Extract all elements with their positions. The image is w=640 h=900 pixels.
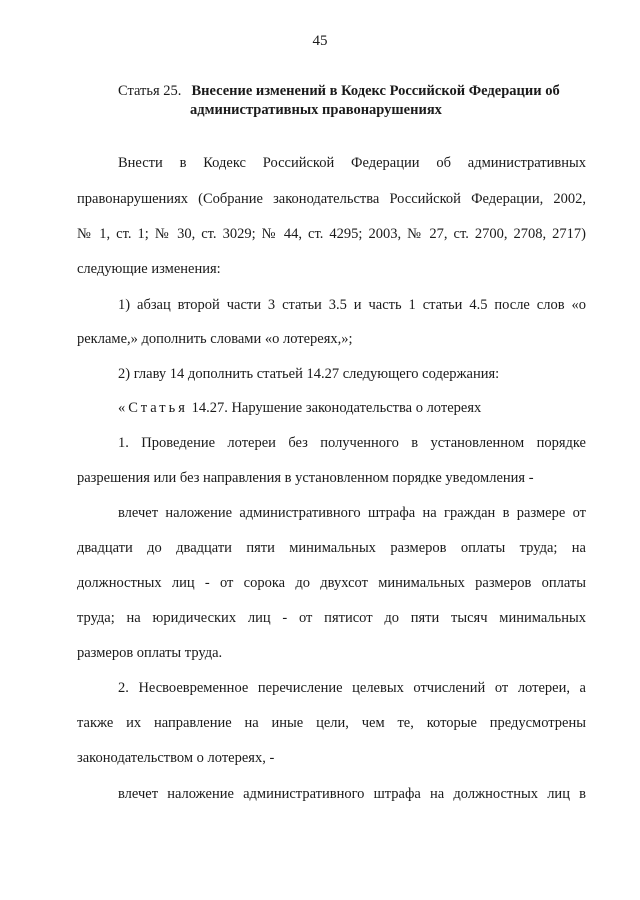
paragraph-line: также их направление на иные цели, чем те, которые предусмотрены: [77, 715, 586, 731]
article-1427-title: 14.27. Нарушение законодательства о лотереях: [191, 400, 482, 416]
paragraph-line: двадцати до двадцати пяти минимальных размеров оплаты труда; на: [77, 540, 586, 556]
paragraph-line: должностных лиц - от сорока до двухсот минимальных размеров оплаты: [77, 575, 586, 591]
paragraph-line: 1. Проведение лотереи без полученного в установленном порядке: [118, 435, 586, 451]
article-word: «Статья: [118, 400, 188, 416]
paragraph-line: разрешения или без направления в установленном порядке уведомления -: [77, 470, 534, 486]
paragraph-line: № 1, ст. 1; № 30, ст. 3029; № 44, ст. 4295; 2003, № 27, ст. 2700, 2708, 2717): [77, 226, 586, 242]
article-heading: [118, 82, 598, 120]
paragraph-line: правонарушениях (Собрание законодательства Российской Федерации, 2002,: [77, 191, 586, 207]
paragraph-line: 1) абзац второй части 3 статьи 3.5 и часть 1 статьи 4.5 после слов «о: [118, 297, 586, 313]
article-title-line-1: Внесение изменений в Кодекс Российской Федерации об: [191, 83, 560, 99]
article-1427-heading: [118, 399, 481, 417]
paragraph-line: 2) главу 14 дополнить статьей 14.27 следующего содержания:: [118, 366, 500, 382]
paragraph-line: 2. Несвоевременное перечисление целевых отчислений от лотереи, а: [118, 680, 586, 696]
page-number: 45: [312, 33, 328, 49]
paragraph-line: влечет наложение административного штрафа на должностных лиц в: [118, 786, 586, 802]
paragraph-line: законодательством о лотереях, -: [77, 750, 275, 766]
paragraph-line: труда; на юридических лиц - от пятисот до пяти тысяч минимальных: [77, 610, 586, 626]
paragraph-line: размеров оплаты труда.: [77, 645, 223, 661]
paragraph-line: рекламе,» дополнить словами «о лотереях,»;: [77, 331, 353, 347]
article-number: Статья 25.: [118, 83, 182, 99]
paragraph-line: влечет наложение административного штрафа на граждан в размере от: [118, 505, 586, 521]
paragraph-line: Внести в Кодекс Российской Федерации об административных: [118, 155, 586, 171]
paragraph-line: следующие изменения:: [77, 261, 221, 277]
article-title-line-2: административных правонарушениях: [190, 102, 442, 118]
